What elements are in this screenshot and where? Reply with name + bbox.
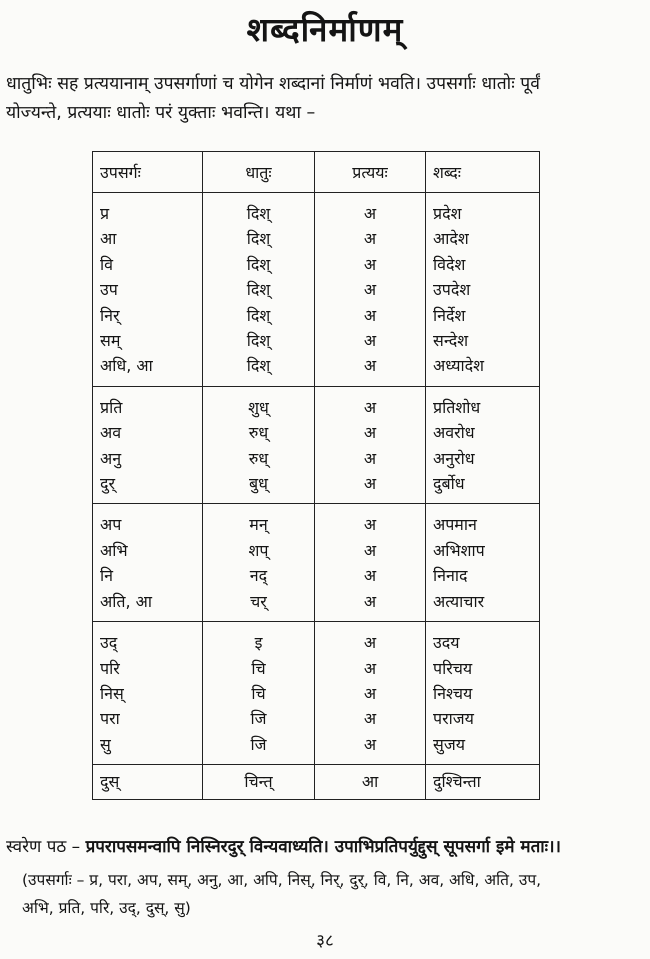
cell-shabda: आदेश	[426, 226, 540, 251]
table-row	[93, 681, 540, 706]
cell-upasarga: निर्	[93, 303, 203, 328]
cell-upasarga: सम्	[93, 328, 203, 353]
cell-upasarga: दुर्	[93, 471, 203, 504]
cell-shabda: सुजय	[426, 732, 540, 765]
table-row-group	[93, 386, 540, 504]
cell-pratyaya: अ	[315, 589, 426, 622]
cell-dhatu: जि	[203, 732, 315, 765]
cell-upasarga: परि	[93, 656, 203, 681]
cell-shabda: सन्देश	[426, 328, 540, 353]
cell-dhatu: नद्	[203, 563, 315, 588]
table-row	[93, 193, 540, 227]
cell-shabda: अनुरोध	[426, 446, 540, 471]
cell-pratyaya: अ	[315, 252, 426, 277]
cell-dhatu: मन्	[203, 504, 315, 538]
cell-dhatu: जि	[203, 706, 315, 731]
cell-dhatu: दिश्	[203, 226, 315, 251]
upasarga-list-note	[22, 866, 644, 922]
header-dhatu: धातुः	[203, 152, 315, 193]
cell-upasarga: निस्	[93, 681, 203, 706]
cell-upasarga: प्र	[93, 193, 203, 227]
cell-dhatu: रुध्	[203, 446, 315, 471]
intro-line: धातुभिः सह प्रत्ययानाम् उपसर्गाणां च योगेन शब्दानां निर्माणं भवति। उपसर्गाः धातोः पूर्वं	[6, 74, 540, 94]
cell-pratyaya: अ	[315, 706, 426, 731]
table-row	[93, 226, 540, 251]
cell-upasarga: प्रति	[93, 386, 203, 420]
cell-dhatu: चर्	[203, 589, 315, 622]
note-line: अभि, प्रति, परि, उद्, दुस्, सु)	[22, 899, 191, 917]
cell-upasarga: परा	[93, 706, 203, 731]
table-row-group	[93, 765, 540, 800]
intro-paragraph	[6, 70, 642, 128]
table-row-group	[93, 504, 540, 622]
page-title: शब्दनिर्माणम्	[246, 10, 404, 49]
cell-shabda: विदेश	[426, 252, 540, 277]
intro-line: योज्यन्ते, प्रत्ययाः धातोः परं युक्ताः भवन्ति। यथा –	[6, 103, 316, 123]
cell-upasarga: उद्	[93, 622, 203, 656]
cell-shabda: प्रदेश	[426, 193, 540, 227]
cell-pratyaya: अ	[315, 386, 426, 420]
header-shabda: शब्दः	[426, 152, 540, 193]
cell-upasarga: आ	[93, 226, 203, 251]
cell-pratyaya: अ	[315, 471, 426, 504]
cell-dhatu: शप्	[203, 538, 315, 563]
cell-shabda: निनाद	[426, 563, 540, 588]
cell-upasarga: सु	[93, 732, 203, 765]
table-header-row	[93, 152, 540, 193]
table-row	[93, 732, 540, 765]
cell-shabda: अपमान	[426, 504, 540, 538]
cell-shabda: प्रतिशोध	[426, 386, 540, 420]
cell-upasarga: वि	[93, 252, 203, 277]
cell-dhatu: दिश्	[203, 277, 315, 302]
cell-shabda: अवरोध	[426, 420, 540, 445]
table-row	[93, 538, 540, 563]
table-row	[93, 504, 540, 538]
cell-pratyaya: अ	[315, 303, 426, 328]
cell-upasarga: दुस्	[93, 765, 203, 800]
table-row	[93, 386, 540, 420]
cell-shabda: दुर्बोध	[426, 471, 540, 504]
cell-shabda: पराजय	[426, 706, 540, 731]
cell-dhatu: दिश्	[203, 193, 315, 227]
verse-text: प्रपरापसमन्वापि निस्निरदुर् विन्यवाध्यति। उपाभिप्रतिपर्युद्दुस् सूपसर्गा इमे मताः।।	[85, 837, 561, 857]
cell-pratyaya: अ	[315, 622, 426, 656]
cell-pratyaya: अ	[315, 193, 426, 227]
cell-dhatu: शुध्	[203, 386, 315, 420]
table-row-group	[93, 193, 540, 387]
page-number: ३८	[316, 931, 334, 951]
cell-pratyaya: अ	[315, 277, 426, 302]
cell-pratyaya: अ	[315, 446, 426, 471]
table-row	[93, 656, 540, 681]
cell-upasarga: अव	[93, 420, 203, 445]
cell-shabda: अध्यादेश	[426, 353, 540, 386]
cell-dhatu: चि	[203, 656, 315, 681]
table-row	[93, 328, 540, 353]
cell-upasarga: उप	[93, 277, 203, 302]
note-line: (उपसर्गाः – प्र, परा, अप, सम्, अनु, आ, अपि, निस्, निर्, दुर्, वि, नि, अव, अधि, अति, उप,	[22, 871, 542, 889]
cell-dhatu: चिन्त्	[203, 765, 315, 800]
cell-upasarga: अभि	[93, 538, 203, 563]
cell-pratyaya: अ	[315, 656, 426, 681]
cell-shabda: उदय	[426, 622, 540, 656]
verse-prefix: स्वरेण पठ –	[6, 837, 81, 857]
cell-dhatu: दिश्	[203, 252, 315, 277]
table-row	[93, 303, 540, 328]
cell-dhatu: दिश्	[203, 353, 315, 386]
table-row	[93, 353, 540, 386]
header-upasarga: उपसर्गः	[93, 152, 203, 193]
cell-shabda: अत्याचार	[426, 589, 540, 622]
cell-upasarga: अनु	[93, 446, 203, 471]
cell-pratyaya: अ	[315, 563, 426, 588]
header-pratyaya: प्रत्ययः	[315, 152, 426, 193]
table-row	[93, 765, 540, 800]
cell-upasarga: अति, आ	[93, 589, 203, 622]
cell-upasarga: अधि, आ	[93, 353, 203, 386]
table-row	[93, 446, 540, 471]
table-row-group	[93, 622, 540, 765]
cell-upasarga: अप	[93, 504, 203, 538]
table-row	[93, 706, 540, 731]
table-row	[93, 563, 540, 588]
cell-pratyaya: अ	[315, 226, 426, 251]
cell-shabda: दुश्चिन्ता	[426, 765, 540, 800]
word-formation-table	[92, 151, 540, 800]
cell-pratyaya: अ	[315, 538, 426, 563]
table-row	[93, 420, 540, 445]
cell-dhatu: इ	[203, 622, 315, 656]
cell-shabda: उपदेश	[426, 277, 540, 302]
cell-pratyaya: अ	[315, 732, 426, 765]
cell-pratyaya: अ	[315, 420, 426, 445]
recitation-verse	[6, 834, 646, 860]
table-row	[93, 252, 540, 277]
table-row	[93, 277, 540, 302]
cell-pratyaya: अ	[315, 328, 426, 353]
cell-upasarga: नि	[93, 563, 203, 588]
cell-dhatu: बुध्	[203, 471, 315, 504]
cell-dhatu: रुध्	[203, 420, 315, 445]
table-row	[93, 589, 540, 622]
cell-shabda: परिचय	[426, 656, 540, 681]
cell-pratyaya: अ	[315, 353, 426, 386]
cell-pratyaya: आ	[315, 765, 426, 800]
cell-dhatu: दिश्	[203, 328, 315, 353]
cell-shabda: निर्देश	[426, 303, 540, 328]
cell-shabda: अभिशाप	[426, 538, 540, 563]
cell-pratyaya: अ	[315, 681, 426, 706]
table-row	[93, 622, 540, 656]
cell-dhatu: दिश्	[203, 303, 315, 328]
cell-dhatu: चि	[203, 681, 315, 706]
cell-shabda: निश्चय	[426, 681, 540, 706]
table-row	[93, 471, 540, 504]
cell-pratyaya: अ	[315, 504, 426, 538]
